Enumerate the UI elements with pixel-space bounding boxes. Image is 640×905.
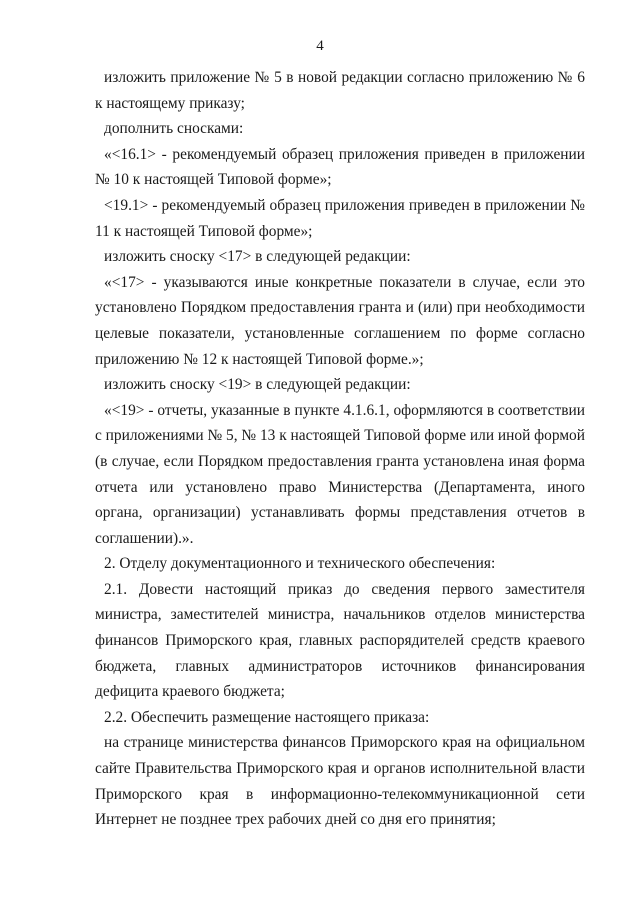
paragraph-9: 2. Отделу документационного и технического обеспечения: [104,555,496,573]
paragraph-11: 2.2. Обеспечить размещение настоящего приказа: [104,708,430,726]
paragraph-12: на странице министерства финансов Приморского края на официальном сайте Правительства Приморского края и органов исполнительной власти Приморского края в информационно-телекоммуникационной сети Интернет не позднее трех рабочих дней со дня его принятия; [95,734,585,829]
paragraph-1: изложить приложение № 5 в новой редакции согласно приложению № 6 к настоящему приказу; [95,69,585,112]
paragraph-6: «<17> - указываются иные конкретные показатели в случае, если это установлено Порядком предоставления гранта и (или) при необходимости целевые показатели, установленные соглашением по форме согласно приложению № 12 к настоящей Типовой форме.»; [95,273,585,368]
paragraph-3: «<16.1> - рекомендуемый образец приложения приведен в приложении № 10 к настоящей Типовой форме»; [95,145,585,189]
page-number: 4 [316,38,324,54]
paragraph-5: изложить сноску <17> в следующей редакции: [104,248,411,266]
paragraph-7: изложить сноску <19> в следующей редакции: [104,376,411,394]
paragraph-2: дополнить сносками: [104,120,244,138]
paragraph-10: 2.1. Довести настоящий приказ до сведения первого заместителя министра, заместителей министра, начальников отделов министерства финансов Приморского края, главных распорядителей средств краевого бюджета, главных администраторов источников финансирования дефицита краевого бюджета; [95,580,585,701]
paragraph-4: <19.1> - рекомендуемый образец приложения приведен в приложении № 11 к настоящей Типовой форме»; [95,196,585,240]
document-body [95,65,585,833]
paragraph-8: «<19> - отчеты, указанные в пункте 4.1.6.1, оформляются в соответствии с приложениями № 5, № 13 к настоящей Типовой форме или иной формой (в случае, если Порядком предоставления гранта установлена иная форма отчета или установлено право Министерства (Департамента, иного органа, организации) устанавливать формы представления отчетов в соглашении).». [95,401,585,547]
